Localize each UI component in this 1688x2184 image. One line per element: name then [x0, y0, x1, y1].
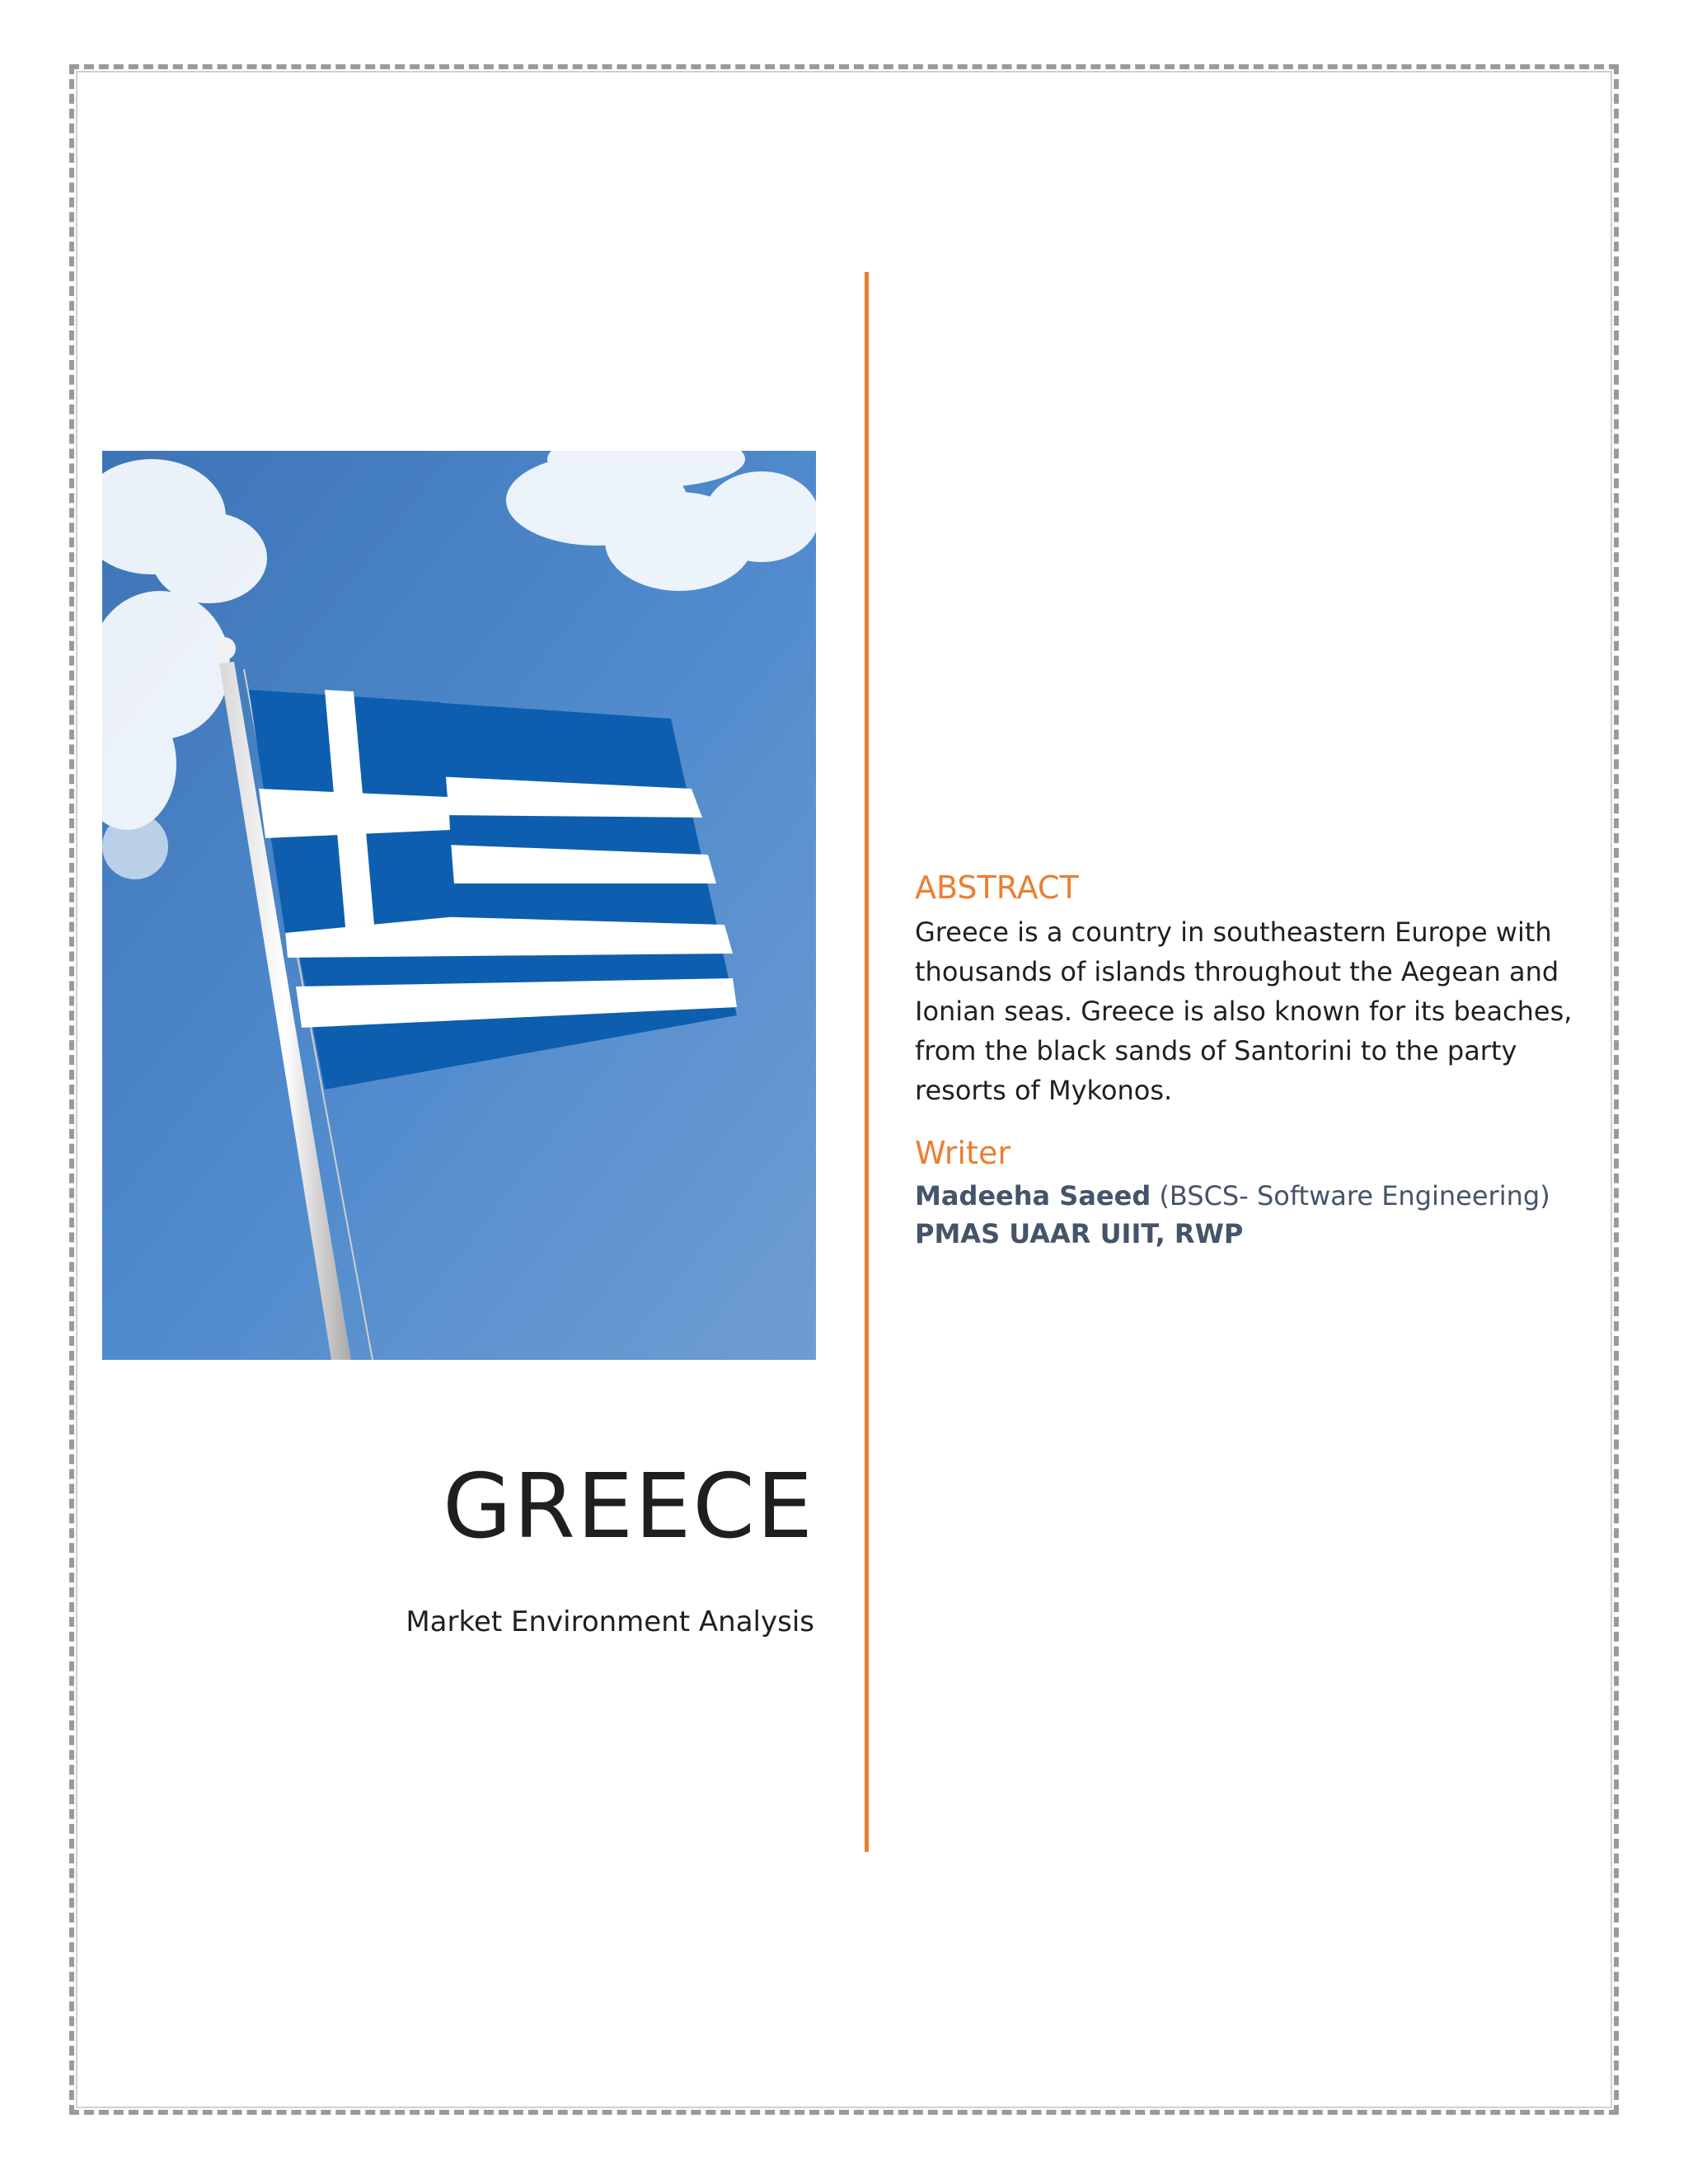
- writer-name: Madeeha Saeed: [915, 1180, 1151, 1212]
- document-subtitle: Market Environment Analysis: [406, 1605, 814, 1638]
- document-title: GREECE: [443, 1455, 814, 1558]
- vertical-divider: [865, 272, 869, 1852]
- writer-program: (BSCS- Software Engineering): [1151, 1180, 1550, 1212]
- writer-line: [915, 1177, 1599, 1215]
- greek-flag-photo: [102, 451, 816, 1360]
- writer-organization: PMAS UAAR UIIT, RWP: [915, 1218, 1244, 1250]
- abstract-text: Greece is a country in southeastern Europe with thousands of islands throughout the Aegean and Ionian seas. Greece is also known for its beaches, from the black sands of Santorini to the party resorts of Mykonos.: [915, 916, 1573, 1106]
- abstract-heading: ABSTRACT: [915, 869, 1079, 906]
- writer-heading: Writer: [915, 1134, 1010, 1171]
- right-column: [915, 869, 1599, 1253]
